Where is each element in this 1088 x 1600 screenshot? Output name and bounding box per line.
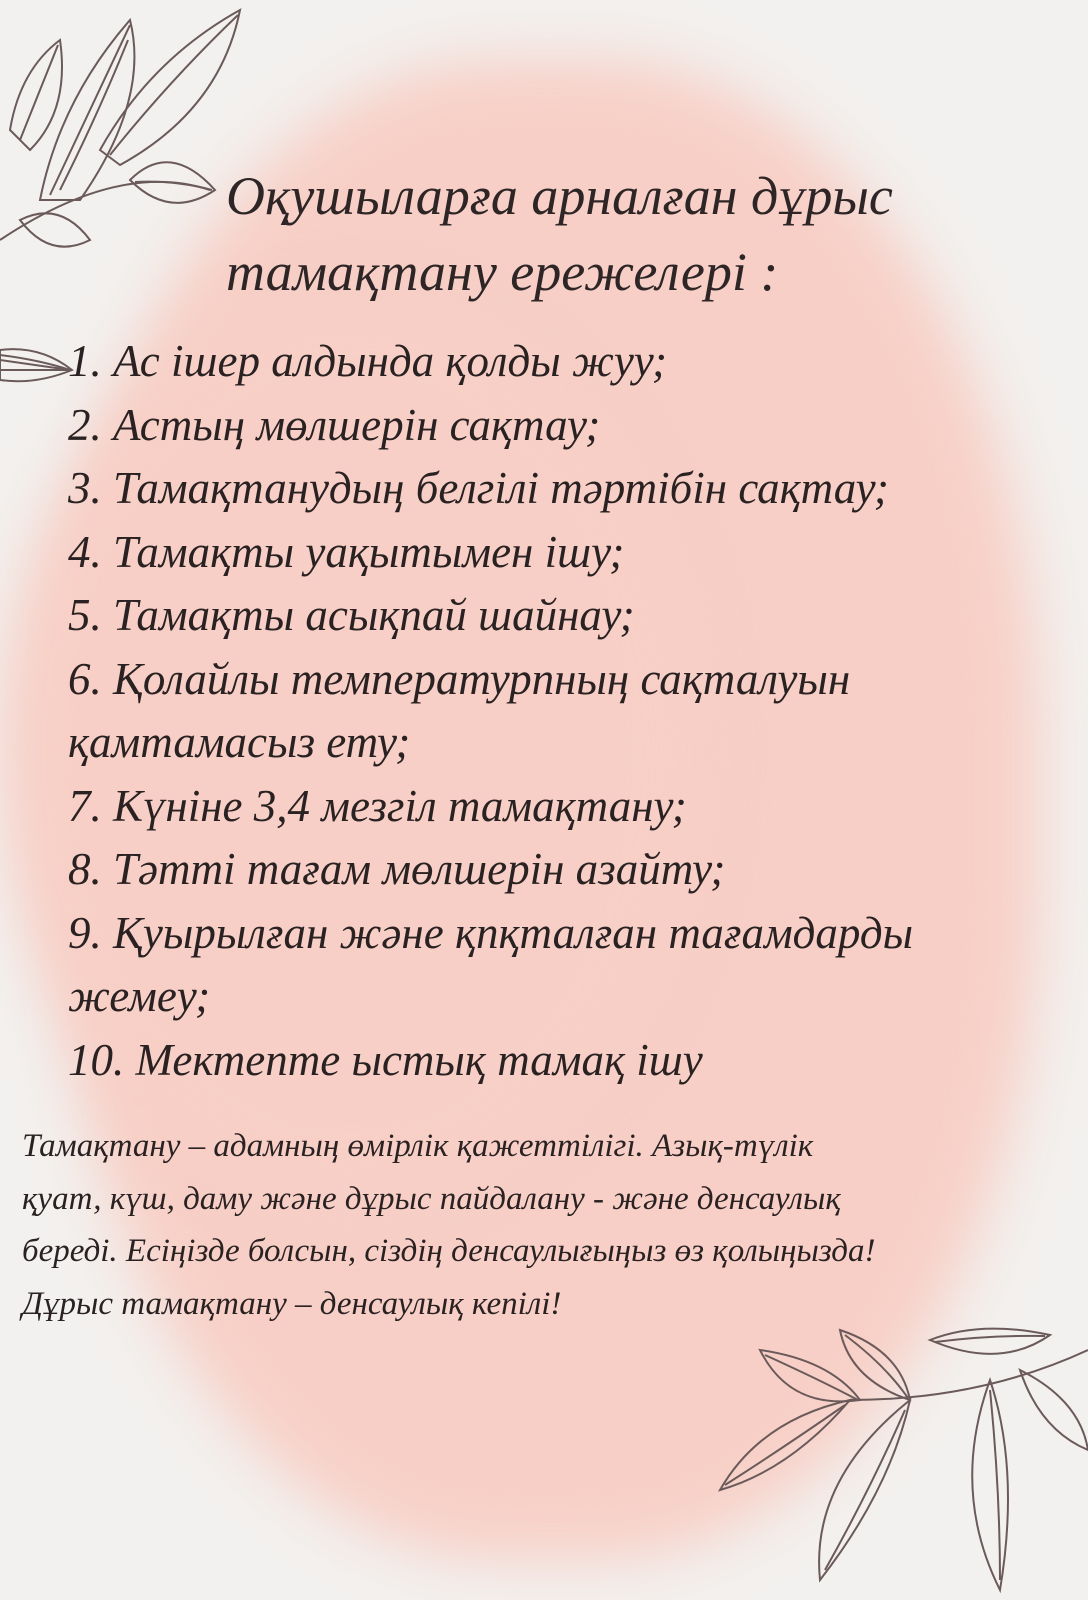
list-item: 7. Күніне 3,4 мезгіл тамақтану; bbox=[68, 780, 687, 831]
footer-line: қуат, күш, даму және дұрыс пайдалану - және денсаулық bbox=[22, 1180, 841, 1217]
list-item: 10. Мектепте ыстық тамақ ішу bbox=[68, 1034, 703, 1085]
title-line-1: Оқушыларға арналған дұрыс bbox=[226, 166, 893, 226]
list-item: 5. Тамақты асықпай шайнау; bbox=[68, 590, 635, 640]
list-item: жемеу; bbox=[68, 971, 211, 1021]
footer-line: Дұрыс тамақтану – денсаулық кепілі! bbox=[22, 1285, 562, 1322]
rules-list bbox=[68, 330, 913, 1092]
list-item: 8. Тәтті тағам мөлшерін азайту; bbox=[68, 844, 726, 894]
leaf-branch-top-left-icon bbox=[0, 0, 260, 280]
leaf-branch-bottom-right-icon bbox=[700, 1320, 1088, 1600]
page-title bbox=[226, 158, 893, 310]
list-item: 4. Тамақты уақытымен ішу; bbox=[68, 526, 625, 577]
list-item: 3. Тамақтанудың белгілі тәртібін сақтау; bbox=[68, 463, 889, 513]
list-item: 9. Қуырылған және қпқталған тағамдарды bbox=[68, 907, 914, 958]
list-item: 2. Астың мөлшерін сақтау; bbox=[68, 399, 601, 450]
list-item: 6. Қолайлы температурпның сақталуын bbox=[68, 653, 851, 704]
footer-paragraph bbox=[22, 1120, 875, 1330]
list-item: 1. Ас ішер алдында қолды жуу; bbox=[68, 336, 668, 386]
list-item: қамтамасыз ету; bbox=[68, 717, 411, 767]
footer-line: Тамақтану – адамның өмірлік қажеттілігі. Азық-түлік bbox=[22, 1128, 814, 1164]
title-line-2: тамақтану ережелері : bbox=[226, 242, 779, 302]
footer-line: береді. Есіңізде болсын, сіздің денсаулығыңыз өз қолыңызда! bbox=[22, 1233, 876, 1269]
